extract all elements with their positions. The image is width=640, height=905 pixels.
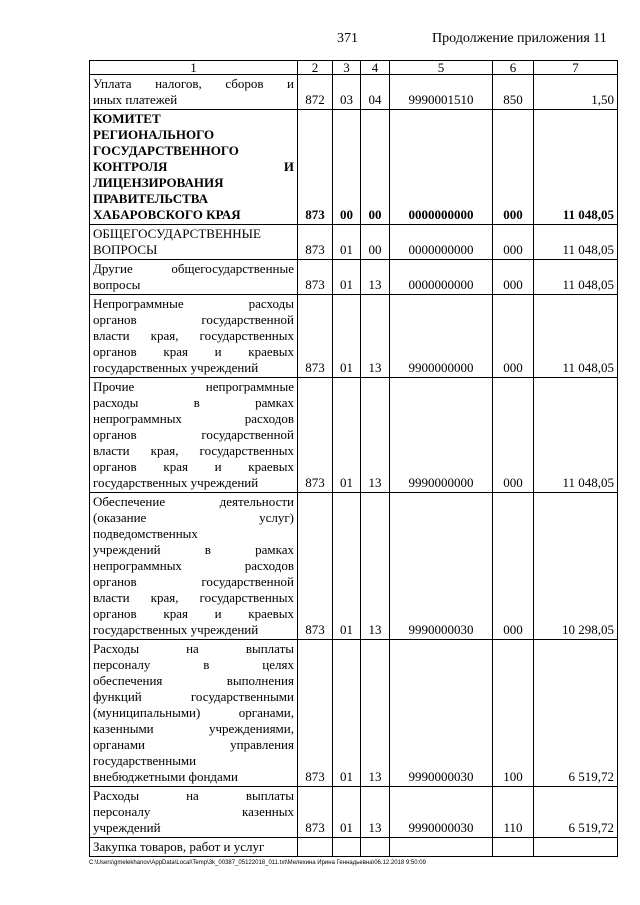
row-name-line: (оказание услуг) xyxy=(93,510,294,525)
target-article-cell: 9990000030 xyxy=(390,493,493,640)
row-name-line: власти края, государственных xyxy=(93,328,294,343)
row-name-line: обеспечения выполнения xyxy=(93,673,294,688)
row-name-line: Расходы на выплаты xyxy=(93,641,294,656)
amount-cell: 6 519,72 xyxy=(534,640,618,787)
row-name-line: непрограммных расходов xyxy=(93,558,294,573)
table-row xyxy=(90,378,618,493)
subsection-cell: 00 xyxy=(361,110,390,225)
row-name-line: КОМИТЕТ xyxy=(93,111,161,126)
row-name-line: Закупка товаров, работ и услуг xyxy=(93,839,265,854)
row-name-line: Расходы на выплаты xyxy=(93,788,294,803)
row-name-cell xyxy=(90,260,298,295)
section-cell: 01 xyxy=(333,378,361,493)
row-name-line: Непрограммные расходы xyxy=(93,296,294,311)
column-header: 7 xyxy=(534,61,618,75)
row-name-line: вопросы xyxy=(93,277,141,292)
row-name-cell xyxy=(90,225,298,260)
row-name-line: функций государственными xyxy=(93,689,294,704)
row-name-line: Другие общегосударственные xyxy=(93,261,294,276)
row-name-line: Прочие непрограммные xyxy=(93,379,294,394)
expense-type-cell: 000 xyxy=(493,295,534,378)
code-cell: 873 xyxy=(298,493,333,640)
row-name-line: РЕГИОНАЛЬНОГО xyxy=(93,127,215,142)
table-row xyxy=(90,75,618,110)
table-row xyxy=(90,787,618,838)
expense-type-cell: 000 xyxy=(493,493,534,640)
subsection-cell: 13 xyxy=(361,260,390,295)
row-name-line: Уплата налогов, сборов и xyxy=(93,76,294,91)
row-name-line: власти края, государственных xyxy=(93,443,294,458)
table-row xyxy=(90,838,618,857)
row-name-line: расходы в рамках xyxy=(93,395,294,410)
row-name-line: казенными учреждениями, xyxy=(93,721,294,736)
row-name-cell xyxy=(90,75,298,110)
table-row xyxy=(90,225,618,260)
expense-type-cell: 100 xyxy=(493,640,534,787)
code-cell: 873 xyxy=(298,110,333,225)
row-name-line: непрограммных расходов xyxy=(93,411,294,426)
section-cell xyxy=(333,838,361,857)
row-name-cell xyxy=(90,110,298,225)
code-cell: 873 xyxy=(298,295,333,378)
row-name-line: иных платежей xyxy=(93,92,178,107)
target-article-cell: 9990000000 xyxy=(390,378,493,493)
section-cell: 01 xyxy=(333,787,361,838)
code-cell: 873 xyxy=(298,378,333,493)
row-name-cell xyxy=(90,378,298,493)
row-name-cell xyxy=(90,838,298,857)
table-header-row xyxy=(90,61,618,75)
row-name-cell xyxy=(90,295,298,378)
target-article-cell: 0000000000 xyxy=(390,110,493,225)
expense-type-cell: 000 xyxy=(493,225,534,260)
row-name-line: органов государственной xyxy=(93,312,294,327)
row-name-line: органов государственной xyxy=(93,574,294,589)
expense-type-cell: 000 xyxy=(493,260,534,295)
row-name-line: органов края и краевых xyxy=(93,344,294,359)
subsection-cell: 13 xyxy=(361,640,390,787)
column-header: 6 xyxy=(493,61,534,75)
row-name-line: органов края и краевых xyxy=(93,459,294,474)
row-name-line: государственными xyxy=(93,753,197,768)
subsection-cell: 13 xyxy=(361,378,390,493)
section-cell: 01 xyxy=(333,225,361,260)
table-body xyxy=(90,75,618,857)
column-header: 3 xyxy=(333,61,361,75)
table-row xyxy=(90,110,618,225)
code-cell: 873 xyxy=(298,640,333,787)
footer-file-path: C:\Users\gmelekhanov\AppData\Local\Temp\3k_00387_05122018_011.txt\Мелехина Ирина Геннадьевна\06.12.2018 9:50:09 xyxy=(89,860,426,866)
section-cell: 03 xyxy=(333,75,361,110)
table-row xyxy=(90,493,618,640)
section-cell: 01 xyxy=(333,493,361,640)
amount-cell: 11 048,05 xyxy=(534,225,618,260)
subsection-cell: 13 xyxy=(361,295,390,378)
section-cell: 01 xyxy=(333,640,361,787)
row-name-line: ЛИЦЕНЗИРОВАНИЯ xyxy=(93,175,224,190)
table-row xyxy=(90,260,618,295)
expense-type-cell: 850 xyxy=(493,75,534,110)
column-header: 2 xyxy=(298,61,333,75)
row-name-line: КОНТРОЛЯ И xyxy=(93,159,294,174)
row-name-line: подведомственных xyxy=(93,526,198,541)
target-article-cell: 9990000030 xyxy=(390,640,493,787)
row-name-line: ВОПРОСЫ xyxy=(93,242,158,257)
row-name-line: Обеспечение деятельности xyxy=(93,494,294,509)
target-article-cell: 9990000030 xyxy=(390,787,493,838)
row-name-cell xyxy=(90,493,298,640)
expense-type-cell: 000 xyxy=(493,378,534,493)
row-name-line: государственных учреждений xyxy=(93,360,259,375)
expense-type-cell: 000 xyxy=(493,110,534,225)
row-name-line: ХАБАРОВСКОГО КРАЯ xyxy=(93,207,241,222)
row-name-line: учреждений xyxy=(93,820,161,835)
target-article-cell xyxy=(390,838,493,857)
target-article-cell: 0000000000 xyxy=(390,260,493,295)
row-name-line: ПРАВИТЕЛЬСТВА xyxy=(93,191,208,206)
code-cell: 873 xyxy=(298,787,333,838)
row-name-line: (муниципальными) органами, xyxy=(93,705,294,720)
column-header: 5 xyxy=(390,61,493,75)
expense-type-cell: 110 xyxy=(493,787,534,838)
subsection-cell: 13 xyxy=(361,787,390,838)
row-name-line: внебюджетными фондами xyxy=(93,769,238,784)
row-name-cell xyxy=(90,640,298,787)
subsection-cell: 04 xyxy=(361,75,390,110)
section-cell: 01 xyxy=(333,260,361,295)
subsection-cell: 00 xyxy=(361,225,390,260)
amount-cell: 11 048,05 xyxy=(534,295,618,378)
subsection-cell xyxy=(361,838,390,857)
amount-cell: 1,50 xyxy=(534,75,618,110)
expense-type-cell xyxy=(493,838,534,857)
page-number: 371 xyxy=(337,31,358,46)
table-row xyxy=(90,640,618,787)
row-name-line: ОБЩЕГОСУДАРСТВЕННЫЕ xyxy=(93,226,261,241)
row-name-line: государственных учреждений xyxy=(93,622,259,637)
column-header: 1 xyxy=(90,61,298,75)
row-name-cell xyxy=(90,787,298,838)
appendix-note: Продолжение приложения 11 xyxy=(432,31,607,46)
amount-cell xyxy=(534,838,618,857)
row-name-line: учреждений в рамках xyxy=(93,542,294,557)
column-header: 4 xyxy=(361,61,390,75)
target-article-cell: 9990001510 xyxy=(390,75,493,110)
amount-cell: 11 048,05 xyxy=(534,110,618,225)
row-name-line: органами управления xyxy=(93,737,294,752)
amount-cell: 11 048,05 xyxy=(534,378,618,493)
target-article-cell: 0000000000 xyxy=(390,225,493,260)
row-name-line: персоналу казенных xyxy=(93,804,294,819)
row-name-line: органов государственной xyxy=(93,427,294,442)
section-cell: 00 xyxy=(333,110,361,225)
row-name-line: власти края, государственных xyxy=(93,590,294,605)
amount-cell: 10 298,05 xyxy=(534,493,618,640)
row-name-line: персоналу в целях xyxy=(93,657,294,672)
code-cell: 872 xyxy=(298,75,333,110)
target-article-cell: 9900000000 xyxy=(390,295,493,378)
subsection-cell: 13 xyxy=(361,493,390,640)
row-name-line: государственных учреждений xyxy=(93,475,259,490)
section-cell: 01 xyxy=(333,295,361,378)
row-name-line: органов края и краевых xyxy=(93,606,294,621)
table-row xyxy=(90,295,618,378)
code-cell: 873 xyxy=(298,260,333,295)
amount-cell: 6 519,72 xyxy=(534,787,618,838)
amount-cell: 11 048,05 xyxy=(534,260,618,295)
code-cell xyxy=(298,838,333,857)
budget-table xyxy=(89,60,618,857)
row-name-line: ГОСУДАРСТВЕННОГО xyxy=(93,143,239,158)
code-cell: 873 xyxy=(298,225,333,260)
